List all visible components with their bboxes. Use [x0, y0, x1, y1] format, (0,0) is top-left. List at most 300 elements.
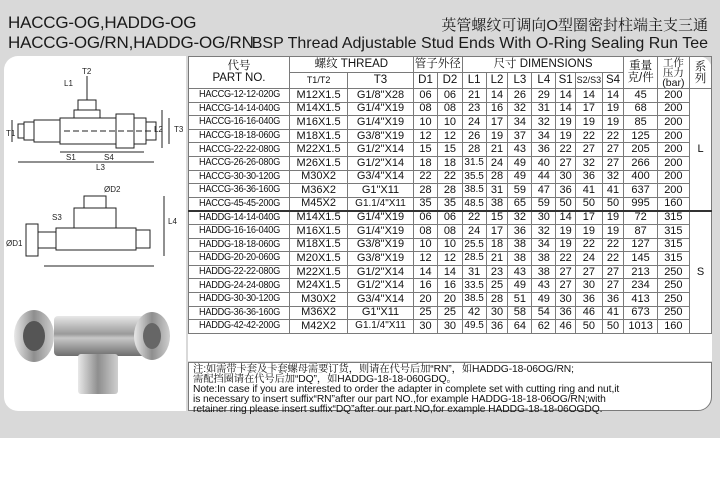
header-thread: 螺纹 THREAD — [289, 57, 413, 73]
table-cell: 59 — [532, 197, 556, 211]
table-cell: 400 — [624, 170, 657, 184]
table-row — [189, 238, 712, 252]
table-cell: 24 — [486, 156, 508, 170]
table-cell: 30 — [556, 292, 576, 306]
sub-header-cell: L1 — [462, 73, 486, 89]
table-cell: 38 — [486, 197, 508, 211]
table-cell: 17 — [486, 224, 508, 238]
sub-header-cell: T3 — [348, 73, 414, 89]
table-cell: 19 — [602, 211, 624, 225]
header-weight-unit: 克/件 — [627, 71, 654, 84]
table-cell: 27 — [556, 156, 576, 170]
table-cell: 413 — [624, 292, 657, 306]
table-cell: 16 — [413, 279, 437, 293]
note-line-3: Note:In case if you are interested to order the adapter in complete set with cutting ring and nut,it — [193, 384, 620, 395]
table-cell: 45 — [624, 89, 657, 103]
table-cell: G1/4"X19 — [348, 102, 414, 116]
header-series: 系列 — [690, 57, 712, 89]
table-cell: 12 — [438, 252, 462, 266]
table-cell: 85 — [624, 116, 657, 130]
table-cell: 125 — [624, 129, 657, 143]
table-cell: 27 — [602, 156, 624, 170]
table-cell: 10 — [438, 238, 462, 252]
table-cell: 27 — [602, 279, 624, 293]
table-cell: 25 — [413, 306, 437, 320]
table-cell: 62 — [532, 320, 556, 334]
table-cell: 22 — [462, 211, 486, 225]
table-cell: 19 — [602, 102, 624, 116]
table-cell: 48.5 — [462, 197, 486, 211]
product-title-chinese: 英管螺纹可调向O型圈密封柱端主支三通 — [441, 17, 708, 34]
table-cell: 26 — [508, 89, 532, 103]
table-row — [189, 320, 712, 334]
table-cell: 127 — [624, 238, 657, 252]
table-cell: 27 — [556, 265, 576, 279]
table-cell: 22 — [413, 170, 437, 184]
table-cell: 213 — [624, 265, 657, 279]
part-number-cell: HADDG-16-16-040G — [193, 224, 286, 238]
table-cell: 28 — [413, 184, 437, 198]
table-row — [189, 184, 712, 198]
table-cell: 19 — [576, 116, 603, 130]
table-cell: 266 — [624, 156, 657, 170]
table-cell: 28.5 — [462, 252, 486, 266]
table-cell: 34 — [532, 238, 556, 252]
part-number-cell: HADDG-30-30-120G — [193, 292, 286, 306]
table-cell: 20 — [438, 292, 462, 306]
table-cell: 26 — [462, 129, 486, 143]
table-cell: 49 — [532, 292, 556, 306]
table-cell: 06 — [438, 89, 462, 103]
table-cell: 15 — [438, 143, 462, 157]
table-cell: 14 — [556, 89, 576, 103]
series-cell: S — [690, 211, 712, 333]
table-cell: G1/4"X19 — [348, 116, 414, 130]
table-cell: M12X1.5 — [289, 89, 347, 103]
table-row — [189, 116, 712, 130]
table-cell: 08 — [438, 224, 462, 238]
table-cell: 995 — [624, 197, 657, 211]
table-cell: G3/8"X19 — [348, 129, 414, 143]
label-s4: S4 — [104, 153, 114, 162]
table-cell: M24X1.5 — [289, 279, 347, 293]
table-cell: 29 — [532, 89, 556, 103]
table-cell: 28 — [438, 184, 462, 198]
header-pressure — [657, 57, 689, 89]
table-cell: 17 — [576, 102, 603, 116]
label-s3: S3 — [52, 213, 62, 222]
table-cell: M14X1.5 — [289, 102, 347, 116]
table-cell: 10 — [413, 238, 437, 252]
note-line-5: retainer ring please insert suffix“DQ”after our part NO,for example HADDG-18-18-06OGDQ. — [193, 404, 603, 415]
table-cell: 234 — [624, 279, 657, 293]
table-cell: 145 — [624, 252, 657, 266]
header-pressure-unit: (bar) — [662, 76, 685, 89]
table-cell: 19 — [556, 129, 576, 143]
table-cell: 41 — [576, 184, 603, 198]
table-row — [189, 224, 712, 238]
table-cell: 25 — [486, 279, 508, 293]
table-cell: M18X1.5 — [289, 129, 347, 143]
table-cell: 12 — [413, 252, 437, 266]
table-cell: 200 — [657, 170, 689, 184]
table-cell: 41 — [602, 184, 624, 198]
table-cell: 22 — [556, 252, 576, 266]
table-cell: 19 — [556, 224, 576, 238]
table-cell: 65 — [508, 197, 532, 211]
table-cell: 50 — [556, 197, 576, 211]
product-title-english: BSP Thread Adjustable Stud Ends With O-Ring Sealing Run Tee — [251, 35, 708, 52]
table-cell: 12 — [438, 129, 462, 143]
table-cell: 32 — [508, 102, 532, 116]
table-cell: 12 — [413, 129, 437, 143]
technical-drawings — [4, 56, 186, 411]
table-cell: 30 — [413, 320, 437, 334]
part-number-cell: HACCG-16-16-040G — [193, 116, 286, 130]
table-cell: 08 — [413, 102, 437, 116]
order-notes — [188, 362, 712, 415]
label-s1: S1 — [66, 153, 76, 162]
table-cell: 22 — [602, 129, 624, 143]
table-cell: 34 — [508, 116, 532, 130]
table-cell: 22 — [576, 238, 603, 252]
table-cell: 200 — [657, 143, 689, 157]
sub-header-cell: L2 — [486, 73, 508, 89]
tee-drawing-1 — [12, 76, 169, 162]
table-cell: M16X1.5 — [289, 224, 347, 238]
part-number-cell: HADDG-14-14-040G — [193, 211, 286, 225]
table-cell: 32 — [532, 224, 556, 238]
table-cell: G1/2"X14 — [348, 143, 414, 157]
header-pressure-cn: 工作 — [662, 56, 684, 69]
model-title-line-2: HACCG-OG/RN,HADDG-OG/RN — [8, 33, 254, 52]
spec-table — [188, 56, 712, 334]
table-cell: 06 — [413, 211, 437, 225]
table-cell: 16 — [438, 279, 462, 293]
table-cell: 18 — [438, 156, 462, 170]
table-cell: G1/2"X14 — [348, 279, 414, 293]
table-row — [189, 265, 712, 279]
sub-header-cell: S4 — [602, 73, 624, 89]
part-number-cell: HADDG-36-36-160G — [193, 306, 286, 320]
part-number-cell: HADDG-42-42-200G — [193, 320, 286, 334]
table-cell: 1013 — [624, 320, 657, 334]
table-cell: 23 — [486, 265, 508, 279]
table-cell: 32 — [602, 170, 624, 184]
table-cell: 87 — [624, 224, 657, 238]
note-line-4: is necessary to insert suffix“RN”after our part NO.,for example HADDG-18-18-06OG/RN;with — [193, 394, 606, 405]
table-cell: G1/4"X19 — [348, 211, 414, 225]
table-cell: 19 — [486, 129, 508, 143]
table-cell: 51 — [508, 292, 532, 306]
table-cell: G3/8"X19 — [348, 252, 414, 266]
label-t1: T1 — [6, 129, 16, 138]
table-cell: 06 — [438, 211, 462, 225]
table-cell: 250 — [657, 292, 689, 306]
table-cell: G1/2"X14 — [348, 265, 414, 279]
part-number-cell: HACCG-12-12-020G — [193, 89, 286, 103]
table-cell: 43 — [508, 143, 532, 157]
table-cell: 47 — [532, 184, 556, 198]
table-cell: 23 — [462, 102, 486, 116]
table-cell: 24 — [462, 224, 486, 238]
note-line-2: 需配挡圈请在代号后加“DQ”，如HADDG-18-18-060GDQ。 — [193, 374, 457, 385]
spec-table-body — [189, 89, 712, 334]
table-cell: 18 — [486, 238, 508, 252]
table-cell: 32 — [508, 211, 532, 225]
part-number-cell: HACCG-18-18-060G — [193, 129, 286, 143]
table-cell: 14 — [556, 102, 576, 116]
table-cell: M36X2 — [289, 306, 347, 320]
table-cell: G3/4"X14 — [348, 292, 414, 306]
table-cell: 19 — [576, 224, 603, 238]
table-row — [189, 197, 712, 211]
table-cell: G1.1/4"X11 — [348, 197, 414, 211]
table-cell: M22X1.5 — [289, 143, 347, 157]
series-cell: L — [690, 89, 712, 211]
table-cell: 250 — [657, 279, 689, 293]
table-cell: 25.5 — [462, 238, 486, 252]
table-cell: M20X1.5 — [289, 252, 347, 266]
header-pressure-cn2: 压力 — [662, 66, 684, 79]
table-cell: 10 — [438, 116, 462, 130]
table-row — [189, 89, 712, 103]
table-cell: 36 — [576, 292, 603, 306]
table-cell: 27 — [576, 143, 603, 157]
spec-table-container — [188, 56, 712, 361]
part-number-cell: HADDG-20-20-060G — [193, 252, 286, 266]
table-cell: 08 — [413, 224, 437, 238]
table-cell: 200 — [657, 129, 689, 143]
part-number-cell: HACCG-45-45-200G — [193, 197, 286, 211]
header-weight-cn: 重量 — [629, 60, 653, 72]
fitting-photo — [14, 310, 170, 394]
table-cell: 14 — [556, 211, 576, 225]
table-cell: 20 — [413, 292, 437, 306]
table-row — [189, 143, 712, 157]
table-cell: 38 — [508, 252, 532, 266]
table-cell: 27 — [602, 265, 624, 279]
table-cell: 16 — [486, 102, 508, 116]
table-cell: 27 — [602, 143, 624, 157]
table-cell: G1/4"X19 — [348, 224, 414, 238]
table-cell: M26X1.5 — [289, 156, 347, 170]
table-cell: 10 — [413, 116, 437, 130]
table-cell: 25 — [438, 306, 462, 320]
table-cell: M42X2 — [289, 320, 347, 334]
table-cell: 36 — [508, 224, 532, 238]
table-cell: 38.5 — [462, 184, 486, 198]
table-cell: 19 — [556, 238, 576, 252]
table-cell: M14X1.5 — [289, 211, 347, 225]
table-cell: 27 — [576, 265, 603, 279]
model-title-line-1: HACCG-OG,HADDG-OG — [8, 13, 197, 32]
table-cell: 49.5 — [462, 320, 486, 334]
table-cell: 22 — [602, 252, 624, 266]
table-cell: 35.5 — [462, 170, 486, 184]
table-cell: 21 — [462, 89, 486, 103]
table-cell: 49 — [508, 279, 532, 293]
table-cell: 673 — [624, 306, 657, 320]
table-cell: 250 — [657, 265, 689, 279]
table-cell: 14 — [486, 89, 508, 103]
header-pipe-od: 管子外径 — [413, 57, 462, 73]
table-cell: 315 — [657, 211, 689, 225]
table-cell: G1.1/4"X11 — [348, 320, 414, 334]
table-row — [189, 129, 712, 143]
note-line-1: 注:如需带卡套及卡套螺母需要订货，则请在代号后加“RN”，如HADDG-18-06OG/RN; — [193, 364, 574, 375]
table-cell: G1"X11 — [348, 184, 414, 198]
table-cell: 15 — [413, 143, 437, 157]
table-cell: 637 — [624, 184, 657, 198]
sub-header-cell: L4 — [532, 73, 556, 89]
table-cell: M22X1.5 — [289, 265, 347, 279]
table-cell: 31.5 — [462, 156, 486, 170]
table-cell: 31 — [486, 184, 508, 198]
table-cell: 36 — [602, 292, 624, 306]
part-number-cell: HADDG-22-22-080G — [193, 265, 286, 279]
part-number-cell: HACCG-36-36-160G — [193, 184, 286, 198]
table-cell: 36 — [556, 184, 576, 198]
table-cell: 17 — [486, 116, 508, 130]
table-cell: G1/8"X28 — [348, 89, 414, 103]
table-cell: 22 — [438, 170, 462, 184]
label-l2: L2 — [154, 125, 163, 134]
table-cell: 200 — [657, 184, 689, 198]
label-t2: T2 — [82, 67, 92, 76]
part-number-cell: HACCG-22-22-080G — [193, 143, 286, 157]
table-cell: 46 — [556, 320, 576, 334]
table-cell: 50 — [576, 320, 603, 334]
table-cell: 58 — [508, 306, 532, 320]
label-t3: T3 — [174, 125, 184, 134]
part-number-cell: HACCG-30-30-120G — [193, 170, 286, 184]
table-cell: 19 — [602, 116, 624, 130]
drawings-panel — [4, 56, 186, 411]
sub-header-cell: D1 — [413, 73, 437, 89]
table-cell: 50 — [576, 197, 603, 211]
tee-drawing-2 — [26, 196, 164, 266]
table-cell: 19 — [602, 224, 624, 238]
table-cell: M36X2 — [289, 184, 347, 198]
table-cell: 35 — [413, 197, 437, 211]
label-d2: ØD2 — [104, 185, 121, 194]
table-cell: 38 — [532, 265, 556, 279]
table-cell: G3/8"X19 — [348, 238, 414, 252]
table-cell: 38 — [508, 238, 532, 252]
table-cell: 205 — [624, 143, 657, 157]
table-cell: 22 — [576, 129, 603, 143]
sub-header-cell: L3 — [508, 73, 532, 89]
table-cell: 35 — [438, 197, 462, 211]
table-cell: 200 — [657, 156, 689, 170]
table-cell: 30 — [576, 279, 603, 293]
table-cell: 30 — [556, 170, 576, 184]
table-cell: 28 — [486, 170, 508, 184]
table-cell: 44 — [532, 170, 556, 184]
table-cell: 49 — [508, 156, 532, 170]
table-cell: 46 — [576, 306, 603, 320]
table-cell: 18 — [413, 156, 437, 170]
table-cell: 315 — [657, 252, 689, 266]
table-cell: 19 — [556, 116, 576, 130]
table-cell: M45X2 — [289, 197, 347, 211]
table-cell: 200 — [657, 89, 689, 103]
table-cell: 49 — [508, 170, 532, 184]
table-cell: 72 — [624, 211, 657, 225]
header-part-no — [189, 57, 290, 89]
table-cell: 14 — [413, 265, 437, 279]
table-row — [189, 252, 712, 266]
table-row — [189, 156, 712, 170]
sub-header-cell: S2/S3 — [576, 73, 603, 89]
table-cell: 32 — [576, 156, 603, 170]
table-cell: 08 — [438, 102, 462, 116]
table-row — [189, 170, 712, 184]
table-cell: 54 — [532, 306, 556, 320]
table-cell: 37 — [508, 129, 532, 143]
table-cell: M30X2 — [289, 170, 347, 184]
table-cell: 24 — [462, 116, 486, 130]
label-l4: L4 — [168, 217, 177, 226]
table-cell: G1/2"X14 — [348, 156, 414, 170]
table-cell: 315 — [657, 238, 689, 252]
table-cell: 28 — [462, 143, 486, 157]
table-cell: 33.5 — [462, 279, 486, 293]
part-number-cell: HADDG-24-24-080G — [193, 279, 286, 293]
table-cell: 68 — [624, 102, 657, 116]
table-cell: 21 — [486, 143, 508, 157]
table-cell: 41 — [602, 306, 624, 320]
table-cell: M18X1.5 — [289, 238, 347, 252]
table-cell: 36 — [486, 320, 508, 334]
table-cell: 36 — [576, 170, 603, 184]
table-cell: 22 — [602, 238, 624, 252]
table-cell: 27 — [556, 279, 576, 293]
header-part-cn: 代号 — [227, 60, 251, 72]
part-number-cell: HACCG-14-14-040G — [193, 102, 286, 116]
table-row — [189, 211, 712, 225]
table-cell: 42 — [462, 306, 486, 320]
table-cell: 21 — [486, 252, 508, 266]
table-cell: 31 — [462, 265, 486, 279]
table-cell: 14 — [438, 265, 462, 279]
table-row — [189, 292, 712, 306]
table-cell: 15 — [486, 211, 508, 225]
table-cell: 22 — [556, 143, 576, 157]
table-row — [189, 306, 712, 320]
header-weight — [624, 57, 657, 89]
header-part-en: PART NO. — [212, 71, 266, 84]
sub-header-cell: S1 — [556, 73, 576, 89]
header-dimensions: 尺寸 DIMENSIONS — [462, 57, 624, 73]
table-cell: 30 — [532, 211, 556, 225]
table-cell: 30 — [438, 320, 462, 334]
table-cell: 14 — [602, 89, 624, 103]
table-cell: 50 — [602, 197, 624, 211]
table-cell: 38 — [532, 252, 556, 266]
table-cell: 315 — [657, 224, 689, 238]
table-cell: M16X1.5 — [289, 116, 347, 130]
table-cell: 50 — [602, 320, 624, 334]
table-cell: G3/4"X14 — [348, 170, 414, 184]
table-cell: 32 — [532, 116, 556, 130]
table-cell: 30 — [486, 306, 508, 320]
table-cell: 38.5 — [462, 292, 486, 306]
table-cell: 160 — [657, 320, 689, 334]
table-cell: 31 — [532, 102, 556, 116]
table-cell: 160 — [657, 197, 689, 211]
